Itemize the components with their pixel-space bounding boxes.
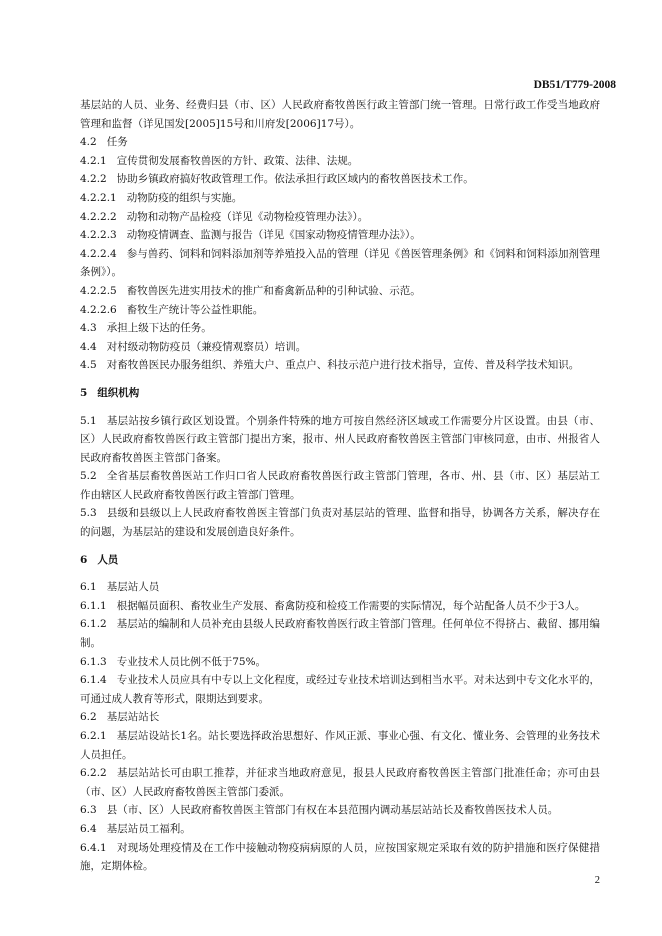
clause-text: 动物和动物产品检疫（详见《动物检疫管理办法》）。: [126, 210, 369, 223]
clause-text: 根据幅员面积、畜牧业生产发展、畜禽防疫和检疫工作需要的实际情况，每个站配备人员不少于3人。: [116, 599, 586, 612]
paragraph: [80, 226, 600, 245]
paragraph: [80, 578, 600, 597]
paragraph: [80, 338, 600, 357]
clause-number: 6.1.2: [80, 618, 107, 631]
clause-number: 6.1: [80, 581, 97, 594]
clause-number: 6.1.1: [80, 599, 107, 612]
clause-text: 对村级动物防疫员（兼疫情观察员）培训。: [106, 340, 307, 353]
clause-number: 6: [80, 553, 88, 566]
clause-text: 基层站站长可由职工推荐，并征求当地政府意见，报县人民政府畜牧兽医主管部门批准任命；亦可由县（市、区）人民政府畜牧兽医主管部门委派。: [80, 767, 600, 798]
clause-text: 畜牧生产统计等公益性职能。: [126, 303, 264, 316]
paragraph: [80, 96, 600, 133]
clause-text: 参与兽药、饲料和饲料添加剂等养殖投入品的管理（详见《兽医管理条例》和《饲料和饲料添加剂管理条例》）。: [80, 247, 600, 279]
clause-number: 6.4.1: [80, 841, 107, 854]
paragraph: [80, 764, 600, 801]
paragraph: [80, 133, 600, 152]
paragraph: [80, 319, 600, 338]
clause-text: 基层站站长: [106, 711, 160, 724]
paragraph: [80, 301, 600, 320]
clause-text: 对畜牧兽医民办服务组织、养殖大户、重点户、科技示范户进行技术指导，宣传、普及科学技术知识。: [106, 359, 580, 372]
clause-text: 基层站按乡镇行政区划设置。个别条件特殊的地方可按自然经济区域或工作需要分片区设置。由县（市、区）人民政府畜牧兽医行政主管部门提出方案，报市、州人民政府畜牧兽医主管部门审核同意，由市、州报省人民政府畜牧兽医主管部门备案。: [80, 414, 600, 464]
paragraph: [80, 208, 600, 227]
clause-text: 任务: [106, 136, 128, 149]
clause-number: 6.3: [80, 804, 97, 817]
paragraph: [80, 152, 600, 171]
paragraph: [80, 412, 600, 468]
clause-number: 6.4: [80, 822, 97, 835]
paragraph: [80, 839, 600, 876]
clause-text: 专业技术人员应具有中专以上文化程度，或经过专业技术培训达到相当水平。对未达到中专文化水平的，可通过成人教育等形式，限期达到要求。: [80, 674, 600, 705]
clause-number: 6.2.1: [80, 730, 107, 742]
clause-text: 基层站人员: [106, 581, 160, 594]
clause-text: 承担上级下达的任务。: [106, 322, 212, 335]
clause-text: 组织机构: [97, 386, 140, 399]
clause-number: 6.1.3: [80, 655, 107, 668]
clause-number: 4.5: [80, 359, 97, 372]
paragraph: [80, 597, 600, 616]
clause-text: 县（市、区）人民政府畜牧兽医主管部门有权在本县范围内调动基层站站长及畜牧兽医技术人员。: [106, 804, 559, 817]
document-body: [80, 96, 600, 876]
clause-number: 6.2.2: [80, 767, 107, 780]
paragraph: [80, 820, 600, 839]
clause-text: 基层站员工福利。: [106, 822, 191, 835]
clause-number: 4.2.1: [80, 154, 107, 167]
clause-text: 县级和县级以上人民政府畜牧兽医主管部门负责对基层站的管理、监督和指导，协调各方关系，解决存在的问题，为基层站的建设和发展创造良好条件。: [80, 507, 600, 539]
clause-text: 基层站设站长1名。站长要选择政治思想好、作风正派、事业心强、有文化、懂业务、会管理的业务技术人员担任。: [80, 730, 600, 761]
clause-number: 5.2: [80, 470, 97, 483]
section-heading: [80, 384, 600, 403]
clause-text: 专业技术人员比例不低于75%。: [116, 655, 267, 668]
page-number: 2: [594, 875, 600, 886]
clause-number: 4.2.2.2: [80, 210, 117, 223]
paragraph: [80, 615, 600, 652]
paragraph: [80, 801, 600, 820]
clause-number: 5.1: [80, 414, 97, 427]
clause-text: 动物疫情调查、监测与报告（详见《国家动物疫情管理办法》）。: [126, 229, 421, 242]
clause-number: 4.2.2.1: [80, 191, 117, 204]
paragraph: [80, 671, 600, 708]
clause-number: 4.2: [80, 136, 97, 149]
clause-number: 6.2: [80, 711, 97, 724]
clause-text: 宣传贯彻发展畜牧兽医的方针、政策、法律、法规。: [116, 154, 359, 167]
clause-text: 基层站的人员、业务、经费归县（市、区）人民政府畜牧兽医行政主管部门统一管理。日常行政工作受当地政府管理和监督（详见国发[2005]15号和川府发[2006]17号）。: [80, 99, 600, 130]
clause-number: 4.2.2.3: [80, 229, 117, 242]
clause-number: 4.2.2.6: [80, 303, 117, 316]
clause-text: 畜牧兽医先进实用技术的推广和畜禽新品种的引种试验、示范。: [126, 284, 421, 297]
standard-code: DB51/T779-2008: [533, 79, 616, 91]
clause-number: 4.2.2.5: [80, 284, 117, 297]
paragraph: [80, 282, 600, 301]
section-heading: [80, 551, 600, 570]
clause-text: 协助乡镇政府搞好牧政管理工作。依法承担行政区域内的畜牧兽医技术工作。: [116, 173, 474, 186]
clause-number: 5.3: [80, 507, 97, 520]
clause-text: 基层站的编制和人员补充由县级人民政府畜牧兽医行政主管部门管理。任何单位不得挤占、截留、挪用编制。: [80, 618, 600, 650]
clause-number: 4.3: [80, 322, 97, 335]
paragraph: [80, 504, 600, 541]
clause-number: 5: [80, 386, 88, 399]
paragraph: [80, 245, 600, 282]
clause-number: 4.2.2.4: [80, 247, 117, 260]
paragraph: [80, 189, 600, 208]
clause-number: 4.2.2: [80, 173, 107, 186]
paragraph: [80, 653, 600, 672]
clause-text: 全省基层畜牧兽医站工作归口省人民政府畜牧兽医行政主管部门管理，各市、州、县（市、区）基层站工作由辖区人民政府畜牧兽医行政主管部门管理。: [80, 470, 600, 501]
paragraph: [80, 170, 600, 189]
paragraph: [80, 467, 600, 504]
clause-text: 动物防疫的组织与实施。: [126, 191, 243, 204]
clause-text: 对现场处理疫情及在工作中接触动物疫病病原的人员，应按国家规定采取有效的防护措施和医疗保健措施，定期体检。: [80, 841, 600, 873]
clause-number: 4.4: [80, 340, 97, 353]
paragraph: [80, 708, 600, 727]
paragraph: [80, 356, 600, 375]
paragraph: [80, 727, 600, 764]
clause-number: 6.1.4: [80, 674, 107, 687]
clause-text: 人员: [97, 553, 119, 566]
